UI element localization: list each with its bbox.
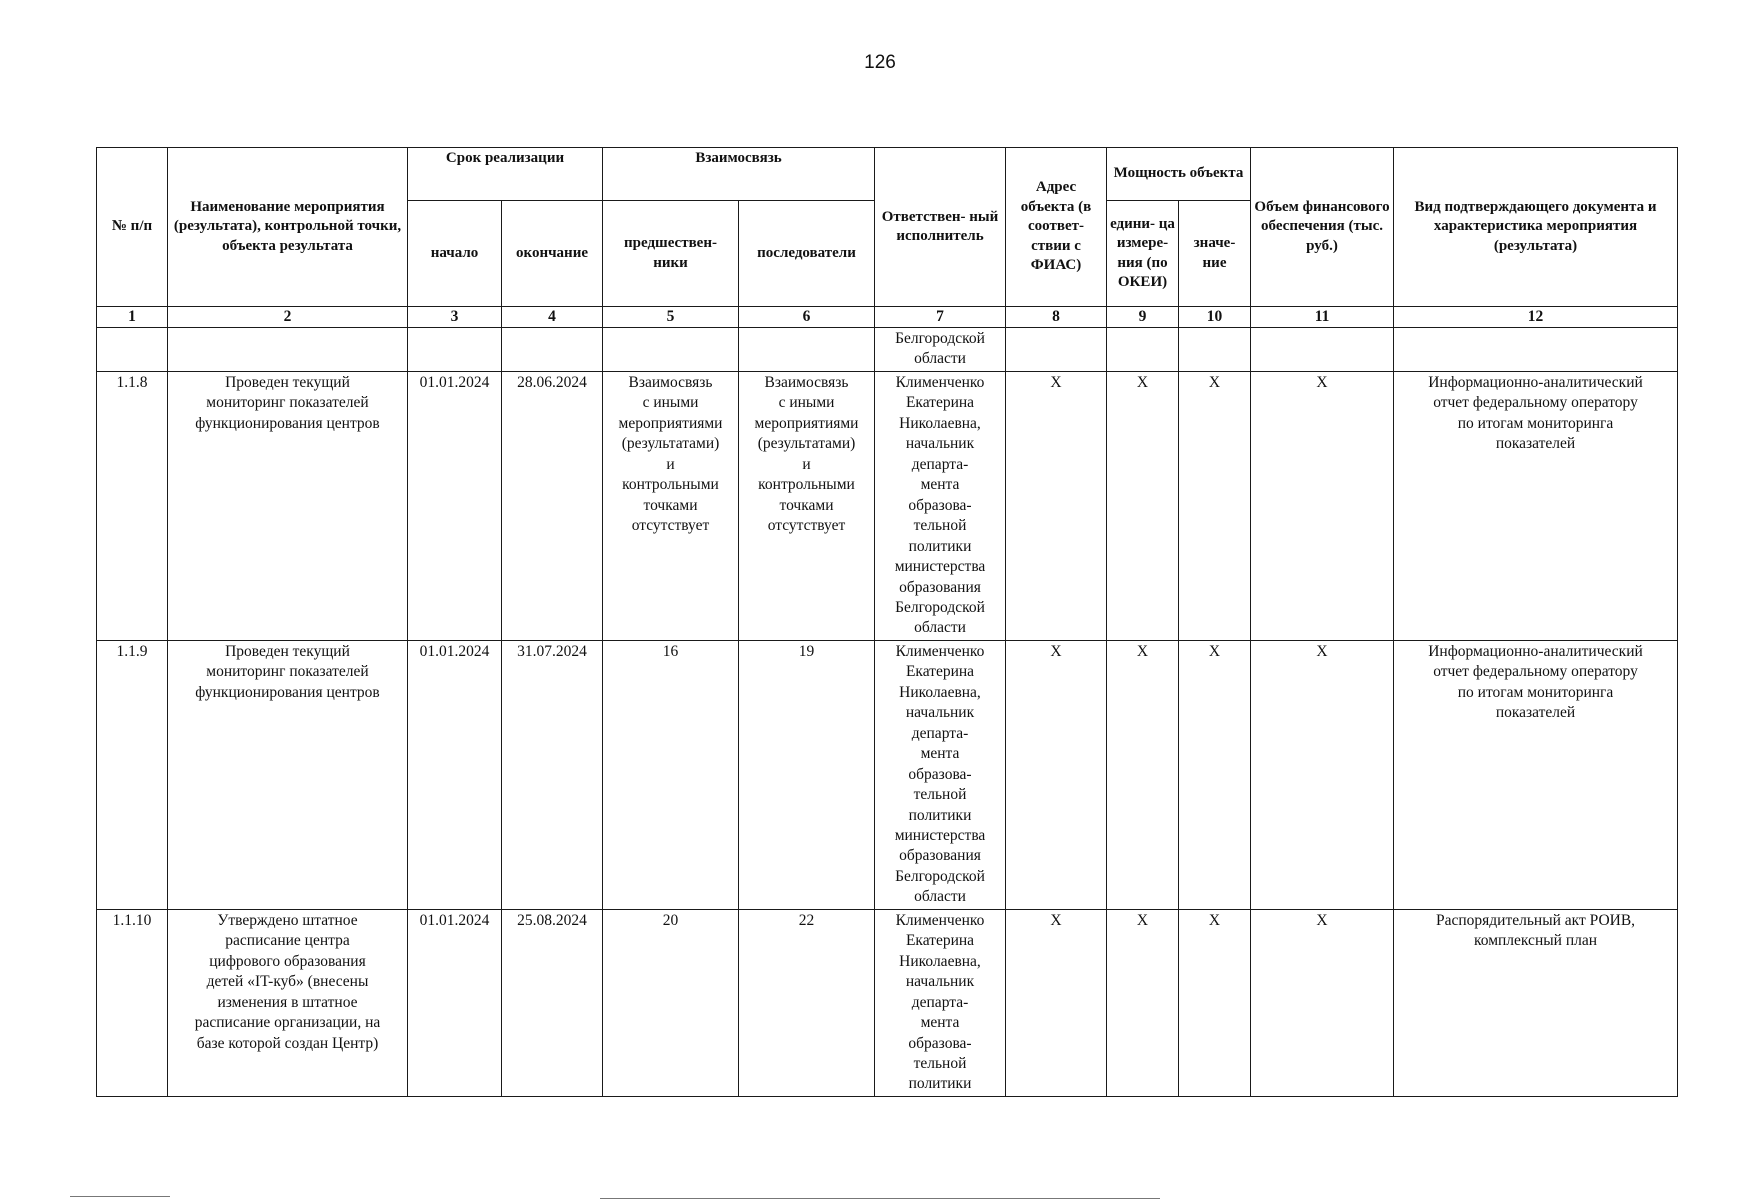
column-number: 10 (1179, 307, 1251, 328)
cell-address: X (1006, 909, 1107, 1096)
cell-responsible: Клименченко Екатерина Николаевна, начальник департа- мента образова- тельной политики министерства образования Белгородской области (875, 640, 1006, 909)
header-link-prev: предшествен- ники (603, 201, 739, 307)
cell-doc: Распорядительный акт РОИВ, комплексный план (1394, 909, 1678, 1096)
cell-num: 1.1.9 (97, 640, 168, 909)
column-number: 8 (1006, 307, 1107, 328)
cell-value: X (1179, 909, 1251, 1096)
cell-unit: X (1107, 372, 1179, 641)
header-doc: Вид подтверждающего документа и характеристика мероприятия (результата) (1394, 148, 1678, 307)
cell-num: 1.1.8 (97, 372, 168, 641)
header-capacity-unit: едини- ца измере- ния (по ОКЕИ) (1107, 201, 1179, 307)
cell-next: 19 (739, 640, 875, 909)
column-number: 6 (739, 307, 875, 328)
cell-end: 25.08.2024 (502, 909, 603, 1096)
cell-name: Проведен текущий мониторинг показателей функционирования центров (168, 640, 408, 909)
page-number: 126 (864, 52, 896, 73)
continuation-row (97, 328, 1678, 372)
header-num: № п/п (97, 148, 168, 307)
cell-start: 01.01.2024 (408, 372, 502, 641)
header-term-end: окончание (502, 201, 603, 307)
column-number: 9 (1107, 307, 1179, 328)
cell-address: X (1006, 640, 1107, 909)
header-finance: Объем финансового обеспечения (тыс. руб.) (1251, 148, 1394, 307)
column-number: 1 (97, 307, 168, 328)
cell-responsible: Клименченко Екатерина Николаевна, начальник департа- мента образова- тельной политики министерства образования Белгородской области (875, 372, 1006, 641)
cell-prev: Взаимосвязь с иными мероприятиями (результатами) и контрольными точками отсутствует (603, 372, 739, 641)
column-number: 7 (875, 307, 1006, 328)
plan-table (96, 147, 1678, 1097)
header-responsible: Ответствен- ный исполнитель (875, 148, 1006, 307)
column-number-row (97, 307, 1678, 328)
column-number: 2 (168, 307, 408, 328)
cell-next: Взаимосвязь с иными мероприятиями (результатами) и контрольными точками отсутствует (739, 372, 875, 641)
column-number: 5 (603, 307, 739, 328)
table-row (97, 909, 1678, 1096)
header-row-1 (97, 148, 1678, 201)
cell-next: 22 (739, 909, 875, 1096)
cell-doc: Информационно-аналитический отчет федеральному оператору по итогам мониторинга показателей (1394, 640, 1678, 909)
header-link: Взаимосвязь (603, 148, 875, 201)
cell-finance: X (1251, 640, 1394, 909)
cell-prev: 16 (603, 640, 739, 909)
header-term: Срок реализации (408, 148, 603, 201)
cell-address: X (1006, 372, 1107, 641)
column-number: 12 (1394, 307, 1678, 328)
cell-name: Утверждено штатное расписание центра цифрового образования детей «IT-куб» (внесены изменения в штатное расписание организации, на базе которой создан Центр) (168, 909, 408, 1096)
header-term-start: начало (408, 201, 502, 307)
cell-name: Проведен текущий мониторинг показателей функционирования центров (168, 372, 408, 641)
table-row (97, 372, 1678, 641)
column-number: 3 (408, 307, 502, 328)
cell-start: 01.01.2024 (408, 909, 502, 1096)
cell-value: X (1179, 640, 1251, 909)
table-row (97, 640, 1678, 909)
header-link-next: последователи (739, 201, 875, 307)
scan-artifact-line (600, 1198, 1160, 1199)
header-capacity: Мощность объекта (1107, 148, 1251, 201)
cell-end: 31.07.2024 (502, 640, 603, 909)
cell-finance: X (1251, 909, 1394, 1096)
column-number: 11 (1251, 307, 1394, 328)
column-number: 4 (502, 307, 603, 328)
cell-start: 01.01.2024 (408, 640, 502, 909)
header-address: Адрес объекта (в соответ- ствии с ФИАС) (1006, 148, 1107, 307)
cell-responsible: Клименченко Екатерина Николаевна, начальник департа- мента образова- тельной политики (875, 909, 1006, 1096)
cell-responsible: Белгородской области (875, 328, 1006, 372)
cell-prev: 20 (603, 909, 739, 1096)
cell-num: 1.1.10 (97, 909, 168, 1096)
cell-end: 28.06.2024 (502, 372, 603, 641)
scan-artifact-line (70, 1196, 170, 1197)
cell-value: X (1179, 372, 1251, 641)
cell-doc: Информационно-аналитический отчет федеральному оператору по итогам мониторинга показателей (1394, 372, 1678, 641)
cell-unit: X (1107, 909, 1179, 1096)
cell-unit: X (1107, 640, 1179, 909)
header-name: Наименование мероприятия (результата), контрольной точки, объекта результата (168, 148, 408, 307)
header-capacity-value: значе- ние (1179, 201, 1251, 307)
cell-finance: X (1251, 372, 1394, 641)
